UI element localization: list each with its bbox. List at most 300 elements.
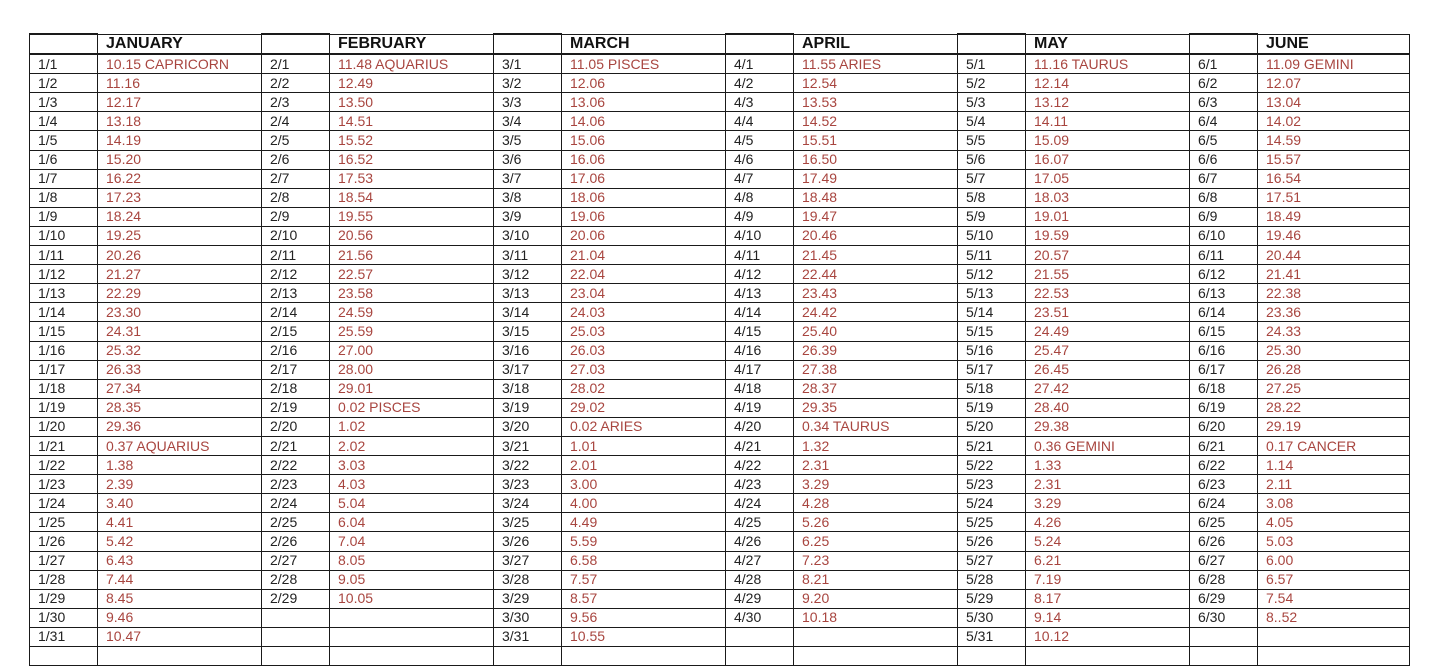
table-row <box>30 341 1410 360</box>
position-cell: 2.02 <box>330 436 494 455</box>
position-cell: 15.09 <box>1026 131 1190 150</box>
date-cell: 1/6 <box>30 150 98 169</box>
position-cell: 28.02 <box>562 379 726 398</box>
table-row <box>30 131 1410 150</box>
date-cell: 2/9 <box>262 207 330 226</box>
position-cell: 9.14 <box>1026 608 1190 627</box>
position-cell: 21.04 <box>562 246 726 265</box>
position-cell: 13.12 <box>1026 93 1190 112</box>
date-cell: 1/19 <box>30 398 98 417</box>
table-row <box>30 608 1410 627</box>
date-cell: 4/1 <box>726 54 794 74</box>
position-cell: 7.54 <box>1258 589 1410 608</box>
date-cell: 5/29 <box>958 589 1026 608</box>
position-cell: 25.40 <box>794 322 958 341</box>
date-cell: 3/27 <box>494 551 562 570</box>
position-cell: 0.17 CANCER <box>1258 436 1410 455</box>
position-cell: 5.04 <box>330 494 494 513</box>
position-cell: 15.52 <box>330 131 494 150</box>
date-cell: 3/20 <box>494 417 562 436</box>
date-cell: 6/23 <box>1190 475 1258 494</box>
date-cell: 3/1 <box>494 54 562 74</box>
position-cell: 17.51 <box>1258 188 1410 207</box>
position-cell: 8..52 <box>1258 608 1410 627</box>
position-cell: 11.16 <box>98 74 262 93</box>
date-cell: 6/1 <box>1190 54 1258 74</box>
date-cell: 3/30 <box>494 608 562 627</box>
position-cell: 24.42 <box>794 303 958 322</box>
date-cell: 1/23 <box>30 475 98 494</box>
date-cell: 2/5 <box>262 131 330 150</box>
position-cell <box>330 608 494 627</box>
date-cell: 1/8 <box>30 188 98 207</box>
date-cell: 2/23 <box>262 475 330 494</box>
month-header-april: APRIL <box>794 34 958 54</box>
position-cell: 4.49 <box>562 513 726 532</box>
position-cell: 7.44 <box>98 570 262 589</box>
table-row <box>30 207 1410 226</box>
position-cell: 1.38 <box>98 456 262 475</box>
position-cell: 11.16 TAURUS <box>1026 54 1190 74</box>
position-cell: 14.52 <box>794 112 958 131</box>
position-cell: 23.51 <box>1026 303 1190 322</box>
position-cell: 2.39 <box>98 475 262 494</box>
date-cell: 5/8 <box>958 188 1026 207</box>
position-cell: 24.33 <box>1258 322 1410 341</box>
position-cell: 13.50 <box>330 93 494 112</box>
position-cell: 24.03 <box>562 303 726 322</box>
position-cell: 29.38 <box>1026 417 1190 436</box>
date-cell: 4/7 <box>726 169 794 188</box>
date-cell: 5/28 <box>958 570 1026 589</box>
date-cell: 5/16 <box>958 341 1026 360</box>
month-header-march: MARCH <box>562 34 726 54</box>
date-cell: 2/25 <box>262 513 330 532</box>
position-cell: 1.32 <box>794 436 958 455</box>
position-cell: 22.57 <box>330 265 494 284</box>
table-row <box>30 188 1410 207</box>
position-cell <box>1258 627 1410 646</box>
position-cell: 11.05 PISCES <box>562 54 726 74</box>
date-cell: 3/23 <box>494 475 562 494</box>
position-cell: 6.25 <box>794 532 958 551</box>
date-cell: 1/30 <box>30 608 98 627</box>
position-cell: 4.28 <box>794 494 958 513</box>
position-cell: 17.05 <box>1026 169 1190 188</box>
date-cell: 5/2 <box>958 74 1026 93</box>
header-spacer <box>726 34 794 54</box>
table-row <box>30 284 1410 303</box>
table-row <box>30 475 1410 494</box>
position-cell: 4.26 <box>1026 513 1190 532</box>
position-cell: 29.01 <box>330 379 494 398</box>
date-cell: 6/28 <box>1190 570 1258 589</box>
position-cell: 19.06 <box>562 207 726 226</box>
date-cell: 6/10 <box>1190 226 1258 245</box>
table-row <box>30 169 1410 188</box>
date-cell: 6/4 <box>1190 112 1258 131</box>
position-cell: 18.06 <box>562 188 726 207</box>
date-cell <box>262 608 330 627</box>
date-cell: 1/17 <box>30 360 98 379</box>
position-cell: 16.50 <box>794 150 958 169</box>
position-cell: 23.43 <box>794 284 958 303</box>
position-cell: 6.43 <box>98 551 262 570</box>
position-cell: 6.57 <box>1258 570 1410 589</box>
date-cell: 4/22 <box>726 456 794 475</box>
position-cell: 19.55 <box>330 207 494 226</box>
date-cell: 3/7 <box>494 169 562 188</box>
date-cell: 6/27 <box>1190 551 1258 570</box>
position-cell: 16.54 <box>1258 169 1410 188</box>
date-cell: 4/4 <box>726 112 794 131</box>
date-cell: 4/29 <box>726 589 794 608</box>
date-cell: 3/29 <box>494 589 562 608</box>
date-cell: 1/9 <box>30 207 98 226</box>
position-cell: 20.06 <box>562 226 726 245</box>
position-cell <box>330 627 494 646</box>
position-cell: 3.08 <box>1258 494 1410 513</box>
position-cell: 14.06 <box>562 112 726 131</box>
position-cell: 19.25 <box>98 226 262 245</box>
date-cell: 6/30 <box>1190 608 1258 627</box>
date-cell: 2/8 <box>262 188 330 207</box>
table-row <box>30 246 1410 265</box>
date-cell: 3/21 <box>494 436 562 455</box>
date-cell: 2/27 <box>262 551 330 570</box>
date-cell: 2/2 <box>262 74 330 93</box>
date-cell: 3/3 <box>494 93 562 112</box>
date-cell: 5/25 <box>958 513 1026 532</box>
table-row <box>30 456 1410 475</box>
position-cell: 7.19 <box>1026 570 1190 589</box>
date-cell: 4/30 <box>726 608 794 627</box>
date-cell: 1/20 <box>30 417 98 436</box>
position-cell: 1.14 <box>1258 456 1410 475</box>
date-cell: 6/26 <box>1190 532 1258 551</box>
date-cell: 3/18 <box>494 379 562 398</box>
position-cell: 1.01 <box>562 436 726 455</box>
date-cell: 1/5 <box>30 131 98 150</box>
date-cell: 3/28 <box>494 570 562 589</box>
date-cell: 1/7 <box>30 169 98 188</box>
date-cell: 3/16 <box>494 341 562 360</box>
position-cell: 8.57 <box>562 589 726 608</box>
date-cell: 4/3 <box>726 93 794 112</box>
position-cell: 21.27 <box>98 265 262 284</box>
date-cell: 3/2 <box>494 74 562 93</box>
date-cell: 2/26 <box>262 532 330 551</box>
date-cell: 1/21 <box>30 436 98 455</box>
date-cell: 3/19 <box>494 398 562 417</box>
date-cell: 6/19 <box>1190 398 1258 417</box>
date-cell: 2/17 <box>262 360 330 379</box>
date-cell: 3/10 <box>494 226 562 245</box>
position-cell: 11.09 GEMINI <box>1258 54 1410 74</box>
position-cell: 5.59 <box>562 532 726 551</box>
table-row <box>30 570 1410 589</box>
position-cell: 28.00 <box>330 360 494 379</box>
position-cell: 2.31 <box>1026 475 1190 494</box>
date-cell: 3/17 <box>494 360 562 379</box>
position-cell: 4.00 <box>562 494 726 513</box>
date-cell: 6/24 <box>1190 494 1258 513</box>
date-cell: 2/18 <box>262 379 330 398</box>
date-cell: 5/26 <box>958 532 1026 551</box>
date-cell: 2/16 <box>262 341 330 360</box>
date-cell <box>262 627 330 646</box>
date-cell: 1/12 <box>30 265 98 284</box>
date-cell: 5/19 <box>958 398 1026 417</box>
position-cell: 19.01 <box>1026 207 1190 226</box>
date-cell <box>1190 627 1258 646</box>
table-row <box>30 436 1410 455</box>
position-cell: 14.02 <box>1258 112 1410 131</box>
position-cell: 15.51 <box>794 131 958 150</box>
date-cell: 5/5 <box>958 131 1026 150</box>
date-cell: 1/15 <box>30 322 98 341</box>
date-cell: 3/22 <box>494 456 562 475</box>
date-cell: 1/3 <box>30 93 98 112</box>
table-row <box>30 74 1410 93</box>
position-cell: 22.29 <box>98 284 262 303</box>
date-cell: 5/21 <box>958 436 1026 455</box>
position-cell: 5.03 <box>1258 532 1410 551</box>
position-cell: 18.24 <box>98 207 262 226</box>
position-cell: 8.17 <box>1026 589 1190 608</box>
date-cell: 6/25 <box>1190 513 1258 532</box>
position-cell: 28.22 <box>1258 398 1410 417</box>
position-cell: 5.26 <box>794 513 958 532</box>
date-cell: 2/22 <box>262 456 330 475</box>
position-cell: 20.57 <box>1026 246 1190 265</box>
position-cell: 23.58 <box>330 284 494 303</box>
date-cell: 4/24 <box>726 494 794 513</box>
date-cell: 4/6 <box>726 150 794 169</box>
date-cell: 2/11 <box>262 246 330 265</box>
date-cell: 5/6 <box>958 150 1026 169</box>
date-cell: 5/24 <box>958 494 1026 513</box>
date-cell: 1/31 <box>30 627 98 646</box>
date-cell: 6/2 <box>1190 74 1258 93</box>
date-cell: 5/11 <box>958 246 1026 265</box>
position-cell: 3.40 <box>98 494 262 513</box>
position-cell: 10.05 <box>330 589 494 608</box>
date-cell: 3/24 <box>494 494 562 513</box>
date-cell <box>726 627 794 646</box>
date-cell: 2/28 <box>262 570 330 589</box>
position-cell: 5.24 <box>1026 532 1190 551</box>
position-cell: 13.18 <box>98 112 262 131</box>
date-cell: 2/20 <box>262 417 330 436</box>
position-cell: 12.07 <box>1258 74 1410 93</box>
table-row <box>30 627 1410 646</box>
position-cell: 26.28 <box>1258 360 1410 379</box>
date-cell: 6/29 <box>1190 589 1258 608</box>
table-row <box>30 513 1410 532</box>
position-cell: 12.17 <box>98 93 262 112</box>
position-cell: 10.55 <box>562 627 726 646</box>
position-cell: 20.44 <box>1258 246 1410 265</box>
date-cell: 4/15 <box>726 322 794 341</box>
position-cell: 7.57 <box>562 570 726 589</box>
position-cell: 4.41 <box>98 513 262 532</box>
header-row <box>30 34 1410 54</box>
position-cell: 26.03 <box>562 341 726 360</box>
position-cell: 12.06 <box>562 74 726 93</box>
position-cell: 8.21 <box>794 570 958 589</box>
date-cell: 5/1 <box>958 54 1026 74</box>
header-spacer <box>30 34 98 54</box>
position-cell: 16.22 <box>98 169 262 188</box>
position-cell: 0.34 TAURUS <box>794 417 958 436</box>
table-row <box>30 112 1410 131</box>
position-cell: 19.47 <box>794 207 958 226</box>
header-spacer <box>494 34 562 54</box>
date-cell: 6/11 <box>1190 246 1258 265</box>
position-cell: 3.03 <box>330 456 494 475</box>
position-cell: 13.04 <box>1258 93 1410 112</box>
table-row <box>30 379 1410 398</box>
date-cell: 3/5 <box>494 131 562 150</box>
position-cell: 17.49 <box>794 169 958 188</box>
date-cell: 4/10 <box>726 226 794 245</box>
date-cell: 2/7 <box>262 169 330 188</box>
position-cell: 19.46 <box>1258 226 1410 245</box>
date-cell: 2/4 <box>262 112 330 131</box>
date-cell: 5/23 <box>958 475 1026 494</box>
date-cell: 3/12 <box>494 265 562 284</box>
date-cell: 4/8 <box>726 188 794 207</box>
date-cell: 2/14 <box>262 303 330 322</box>
date-cell: 6/20 <box>1190 417 1258 436</box>
position-cell: 25.03 <box>562 322 726 341</box>
position-cell: 22.44 <box>794 265 958 284</box>
position-cell: 9.05 <box>330 570 494 589</box>
date-cell: 1/13 <box>30 284 98 303</box>
date-cell: 2/21 <box>262 436 330 455</box>
date-cell: 6/8 <box>1190 188 1258 207</box>
date-cell: 5/27 <box>958 551 1026 570</box>
position-cell: 8.45 <box>98 589 262 608</box>
position-cell: 26.33 <box>98 360 262 379</box>
position-cell: 7.23 <box>794 551 958 570</box>
date-cell: 4/19 <box>726 398 794 417</box>
position-cell: 18.48 <box>794 188 958 207</box>
date-cell: 1/24 <box>30 494 98 513</box>
date-cell: 5/20 <box>958 417 1026 436</box>
position-cell: 8.05 <box>330 551 494 570</box>
table-row <box>30 150 1410 169</box>
position-cell: 16.52 <box>330 150 494 169</box>
position-cell: 6.04 <box>330 513 494 532</box>
header-spacer <box>262 34 330 54</box>
position-cell: 2.01 <box>562 456 726 475</box>
date-cell: 4/18 <box>726 379 794 398</box>
position-cell: 28.37 <box>794 379 958 398</box>
date-cell: 5/15 <box>958 322 1026 341</box>
position-cell: 10.18 <box>794 608 958 627</box>
position-cell: 11.55 ARIES <box>794 54 958 74</box>
date-cell: 3/25 <box>494 513 562 532</box>
date-cell: 4/14 <box>726 303 794 322</box>
date-cell: 1/27 <box>30 551 98 570</box>
position-cell: 6.21 <box>1026 551 1190 570</box>
position-cell: 9.46 <box>98 608 262 627</box>
date-cell: 1/10 <box>30 226 98 245</box>
position-cell: 2.31 <box>794 456 958 475</box>
position-cell: 18.03 <box>1026 188 1190 207</box>
date-cell: 5/3 <box>958 93 1026 112</box>
position-cell: 21.41 <box>1258 265 1410 284</box>
table-row <box>30 93 1410 112</box>
date-cell: 1/11 <box>30 246 98 265</box>
position-cell: 4.05 <box>1258 513 1410 532</box>
position-cell: 25.59 <box>330 322 494 341</box>
table-row <box>30 532 1410 551</box>
date-cell: 1/1 <box>30 54 98 74</box>
date-cell: 2/6 <box>262 150 330 169</box>
date-cell: 1/4 <box>30 112 98 131</box>
date-cell: 5/30 <box>958 608 1026 627</box>
date-cell: 6/7 <box>1190 169 1258 188</box>
date-cell: 2/24 <box>262 494 330 513</box>
date-cell: 3/9 <box>494 207 562 226</box>
position-cell: 15.57 <box>1258 150 1410 169</box>
month-header-february: FEBRUARY <box>330 34 494 54</box>
calendar-table <box>29 33 1410 666</box>
position-cell: 22.53 <box>1026 284 1190 303</box>
position-cell: 0.36 GEMINI <box>1026 436 1190 455</box>
date-cell: 4/28 <box>726 570 794 589</box>
position-cell: 15.20 <box>98 150 262 169</box>
position-cell: 27.38 <box>794 360 958 379</box>
date-cell: 4/20 <box>726 417 794 436</box>
position-cell: 6.00 <box>1258 551 1410 570</box>
date-cell: 2/12 <box>262 265 330 284</box>
position-cell: 25.47 <box>1026 341 1190 360</box>
date-cell: 5/17 <box>958 360 1026 379</box>
date-cell: 3/8 <box>494 188 562 207</box>
position-cell: 2.11 <box>1258 475 1410 494</box>
month-header-january: JANUARY <box>98 34 262 54</box>
position-cell: 16.07 <box>1026 150 1190 169</box>
position-cell <box>794 627 958 646</box>
position-cell: 1.02 <box>330 417 494 436</box>
position-cell: 4.03 <box>330 475 494 494</box>
table-row <box>30 398 1410 417</box>
date-cell: 4/23 <box>726 475 794 494</box>
date-cell: 2/19 <box>262 398 330 417</box>
date-cell: 4/17 <box>726 360 794 379</box>
date-cell: 4/12 <box>726 265 794 284</box>
table-row <box>30 494 1410 513</box>
date-cell: 2/13 <box>262 284 330 303</box>
position-cell: 24.31 <box>98 322 262 341</box>
date-cell: 5/7 <box>958 169 1026 188</box>
date-cell: 6/3 <box>1190 93 1258 112</box>
position-cell: 21.45 <box>794 246 958 265</box>
date-cell: 5/4 <box>958 112 1026 131</box>
table-row <box>30 54 1410 74</box>
date-cell: 4/5 <box>726 131 794 150</box>
position-cell: 21.55 <box>1026 265 1190 284</box>
position-cell: 29.35 <box>794 398 958 417</box>
position-cell: 23.04 <box>562 284 726 303</box>
position-cell: 9.20 <box>794 589 958 608</box>
position-cell: 14.19 <box>98 131 262 150</box>
date-cell: 2/3 <box>262 93 330 112</box>
